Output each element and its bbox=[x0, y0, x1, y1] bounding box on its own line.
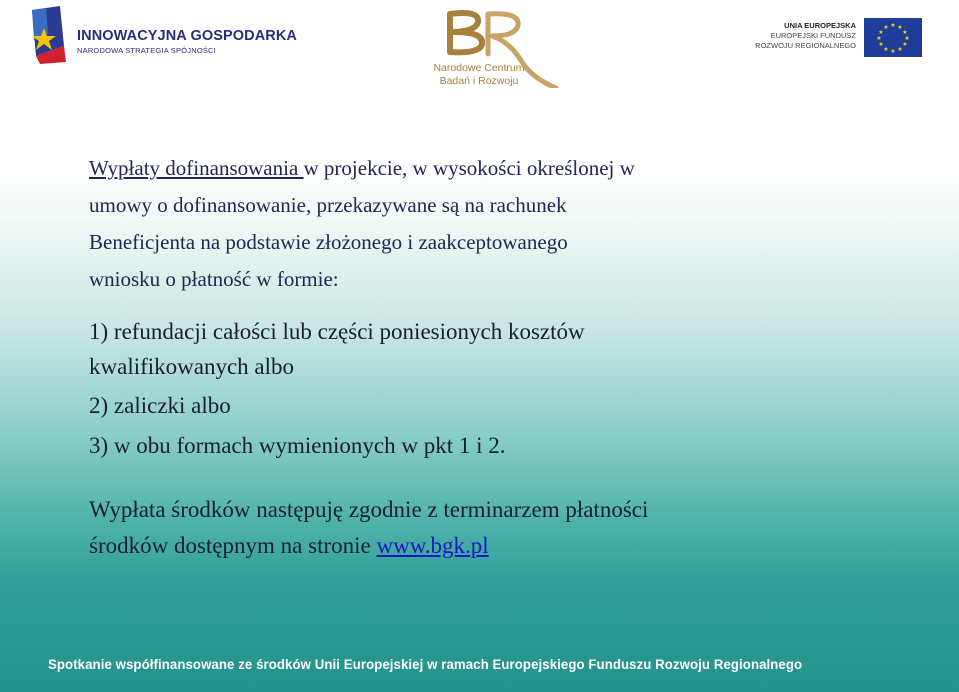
svg-text:★: ★ bbox=[897, 46, 903, 53]
ncbr-logo bbox=[420, 8, 570, 92]
ncbr-logo-line2: Badań i Rozwoju bbox=[439, 75, 519, 87]
svg-text:★: ★ bbox=[904, 35, 910, 42]
intro-line-1-rest: w projekcie, w wysokości określonej w bbox=[303, 156, 635, 180]
closing-paragraph bbox=[89, 492, 909, 564]
intro-lead-underlined: Wypłaty dofinansowania bbox=[89, 156, 304, 180]
option-3: 3) w obu formach wymienionych w pkt 1 i 2. bbox=[89, 433, 506, 458]
svg-text:★: ★ bbox=[890, 48, 896, 55]
option-1-line-2: kwalifikowanych albo bbox=[89, 354, 295, 379]
eu-flag-icon bbox=[864, 18, 922, 57]
ig-emblem-icon bbox=[30, 6, 70, 64]
closing-line-2 bbox=[89, 528, 909, 564]
ig-logo-title: INNOWACYJNA GOSPODARKA bbox=[77, 28, 297, 44]
option-1-line-1: 1) refundacji całości lub części poniesionych kosztów bbox=[89, 319, 585, 344]
option-2: 2) zaliczki albo bbox=[89, 393, 231, 418]
intro-line-2: umowy o dofinansowanie, przekazywane są na rachunek bbox=[89, 193, 567, 217]
svg-text:★: ★ bbox=[876, 35, 882, 42]
ig-logo-subtitle: NARODOWA STRATEGIA SPÓJNOŚCI bbox=[77, 46, 216, 55]
eu-logo-line2: EUROPEJSKI FUNDUSZ bbox=[770, 31, 856, 40]
closing-line-1: Wypłata środków następuję zgodnie z terminarzem płatności bbox=[89, 497, 649, 522]
intro-paragraph bbox=[89, 150, 909, 298]
ncbr-logo-text bbox=[420, 62, 538, 88]
eu-logo-line1: UNIA EUROPEJSKA bbox=[784, 21, 856, 30]
intro-line-4: wniosku o płatność w formie: bbox=[89, 267, 339, 291]
innowacyjna-gospodarka-logo bbox=[30, 6, 300, 66]
svg-text:★: ★ bbox=[883, 46, 889, 53]
payment-options-list bbox=[89, 314, 909, 464]
slide-content bbox=[89, 150, 909, 564]
eu-logo-line3: ROZWOJU REGIONALNEGO bbox=[755, 41, 856, 50]
closing-line-2-prefix: środków dostępnym na stronie bbox=[89, 533, 377, 558]
svg-text:★: ★ bbox=[878, 41, 884, 48]
eu-erdf-logo bbox=[756, 18, 926, 58]
svg-text:★: ★ bbox=[878, 29, 884, 36]
footer-cofinancing-note: Spotkanie współfinansowane ze środków Unii Europejskiej w ramach Europejskiego Funduszu Rozwoju Regionalnego bbox=[48, 657, 803, 673]
svg-text:★: ★ bbox=[902, 29, 908, 36]
eu-logo-text bbox=[755, 21, 856, 51]
intro-line-3: Beneficjenta na podstawie złożonego i zaakceptowanego bbox=[89, 230, 568, 254]
ncbr-logo-line1: Narodowe Centrum bbox=[433, 62, 525, 74]
svg-text:★: ★ bbox=[902, 41, 908, 48]
svg-text:★: ★ bbox=[890, 22, 896, 29]
svg-text:★: ★ bbox=[897, 24, 903, 31]
intro-line-1 bbox=[89, 150, 909, 187]
bgk-website-link[interactable]: www.bgk.pl bbox=[376, 533, 489, 558]
svg-text:★: ★ bbox=[883, 24, 889, 31]
